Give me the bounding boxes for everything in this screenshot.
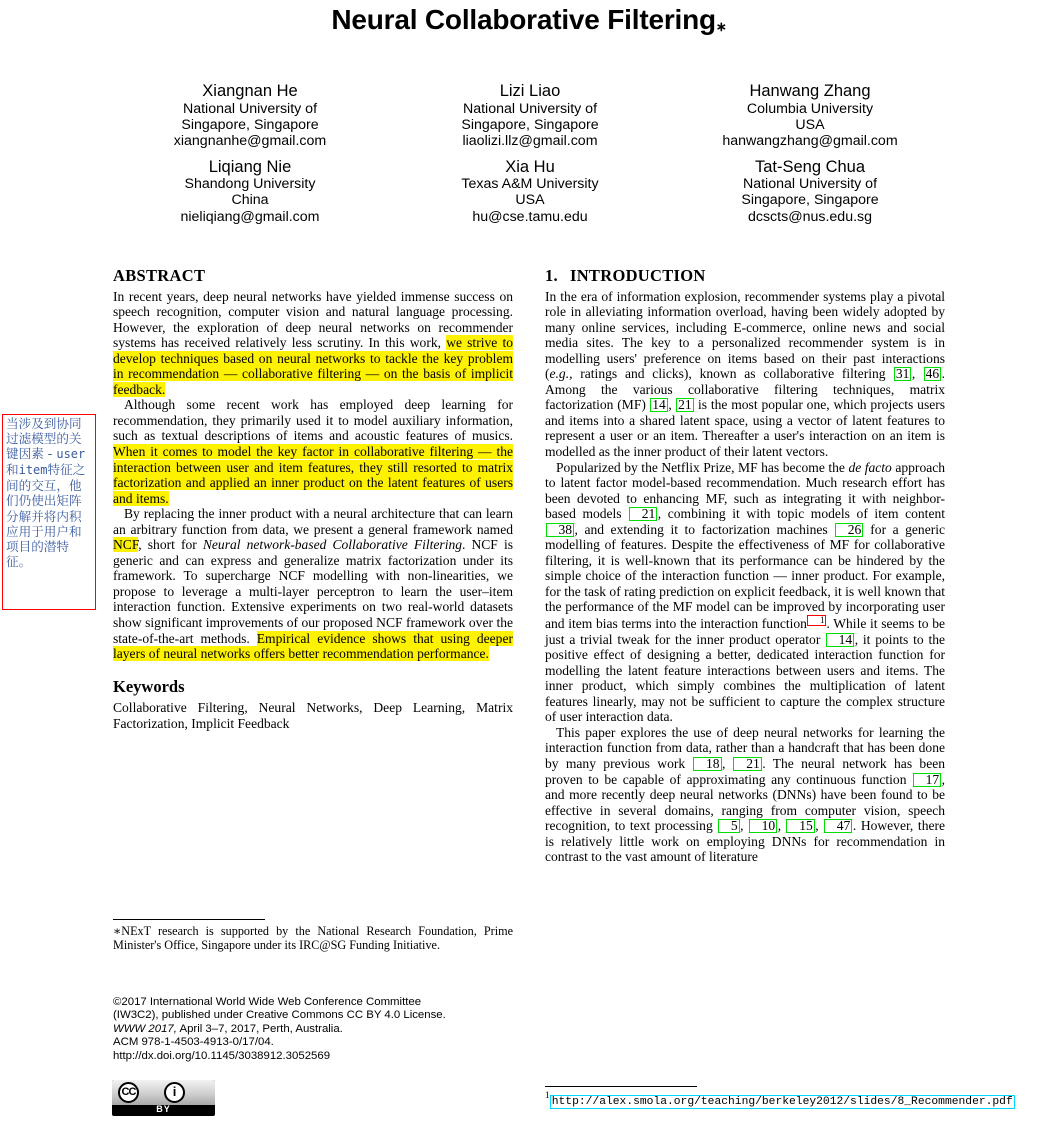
intro-p1-b: ratings and clicks), known as collaborative filtering: [572, 366, 894, 382]
intro-p3-a: This paper explores the use of deep neural networks for learning the interaction function from data, rather than a handcraft that has been done by many previous work: [545, 724, 945, 771]
section-title: INTRODUCTION: [569, 266, 706, 285]
author-email: xiangnanhe@gmail.com: [173, 132, 327, 149]
abstract-paragraph-1: [113, 289, 513, 398]
intro-p2-d: , and extending it to factorization machines: [574, 521, 835, 537]
copyright-doi: http://dx.doi.org/10.1145/3038912.3052569: [113, 1049, 331, 1062]
citation-ref[interactable]: 5: [718, 819, 740, 833]
abstract-p3-part-b: , short for: [138, 537, 203, 553]
author-affiliation-line-1: Columbia University: [746, 100, 874, 117]
intro-p2-a: Popularized by the Netflix Prize, MF has become the: [556, 459, 849, 475]
footnote-marker[interactable]: 1: [807, 615, 827, 626]
author-row: [110, 82, 950, 149]
citation-ref[interactable]: 47: [824, 819, 853, 833]
intro-p1-eg: e.g.,: [549, 366, 573, 382]
intro-p2-g: , it points to the positive effect of designing a better, dedicated interaction function for modelling the latent feature interactions between users and items. The inner product, which simply combines the multiplication of latent features linearly, may not be sufficient to capture the complex structure of user interaction data.: [545, 631, 945, 725]
author-affiliation-line-2: Singapore, Singapore: [741, 192, 879, 209]
author-affiliation-line-2: Singapore, Singapore: [181, 116, 319, 133]
thanks-text: NExT research is supported by the National Research Foundation, Prime Minister's Office, Singapore under its IRC@SG Funding Initiative.: [113, 924, 513, 952]
author-name: Xia Hu: [505, 157, 555, 176]
author-email: nieliqiang@gmail.com: [180, 208, 320, 225]
copyright-venue: WWW 2017,: [113, 1022, 177, 1035]
author-block-lizi-liao: [390, 82, 670, 149]
intro-p1-a: In the era of information explosion, recommender systems play a pivotal role in alleviating information overload, having been widely adopted by many online services, including E-commerce, online news and social media sites. The key to a personalized recommender system is in modelling users' preference on items based on their past interactions (: [545, 288, 945, 382]
copyright-block: [113, 996, 513, 1063]
footnote-url-link[interactable]: http://alex.smola.org/teaching/berkeley2012/slides/8_Recommender.pdf: [551, 1096, 1013, 1108]
abstract-p2-highlight: When it comes to model the key factor in collaborative filtering — the interaction between user and item features, they still resorted to matrix factorization and applied an inner product on the latent features of users and items.: [113, 444, 513, 506]
citation-ref[interactable]: 14: [652, 397, 666, 413]
author-name: Tat-Seng Chua: [754, 157, 866, 176]
author-affiliation-line-2: USA: [795, 116, 825, 133]
intro-paragraph-2: [545, 460, 945, 725]
page-title: [0, 4, 1058, 36]
author-affiliation-line-1: National University of: [742, 176, 878, 193]
author-name: Lizi Liao: [499, 82, 561, 100]
author-name: Xiangnan He: [202, 82, 298, 100]
annotation-text-part-3: 特征之间的交互，他们仍使出矩阵分解并将内积应用于用户和项目的潜特征。: [6, 462, 86, 569]
page-title-text: Neural Collaborative Filtering: [331, 4, 716, 35]
citation-ref[interactable]: 26: [835, 523, 864, 537]
intro-p2-de-facto: de facto: [848, 459, 892, 475]
intro-p3-b: . The neural network has been proven to be capable of approximating any continuous function: [545, 755, 945, 787]
intro-p2-c: , combining it with topic models of item content: [657, 506, 945, 522]
abstract-p3-part-a: By replacing the inner product with a neural architecture that can learn an arbitrary function from data, we present a general framework named: [113, 506, 513, 537]
abstract-heading: ABSTRACT: [113, 266, 206, 285]
citation-ref[interactable]: 10: [749, 819, 778, 833]
url-footnote: [545, 1086, 1013, 1109]
attribution-person-icon: i: [164, 1082, 185, 1103]
copyright-line-2: (IW3C2), published under Creative Commons CC BY 4.0 License.: [113, 1009, 446, 1022]
title-footnote-asterisk: ∗: [715, 19, 727, 34]
footnote-number: 1: [545, 1091, 550, 1101]
abstract-paragraph-3: [113, 506, 513, 661]
author-affiliation-line-1: National University of: [182, 100, 318, 117]
annotation-term-item: item: [18, 463, 48, 478]
thanks-footnote: [113, 919, 513, 952]
author-affiliation-line-2: USA: [515, 192, 545, 209]
abstract-p3-part-c: . NCF is generic and can express and generalize matrix factorization under its framework. To supercharge NCF modelling with non-linearities, we propose to leverage a multi-layer perceptron to learn the user–item interaction function. Extensive experiments on two real-world datasets show significant improvements of our proposed NCF framework over the state-of-the-art methods.: [113, 537, 513, 646]
intro-paragraph-3: This paper explores the use of deep neural networks for learning the interaction function from data, rather than a handcraft that has been done by many previous work 18 , 21 . The neural network has been proven to be capable of approximating any continuous function 17 , and more recently deep neural networks (DNNs) have been found to be effective in several domains, ranging from computer vision, speech recognition, to text processing 5 , 10 , 15 , 47 . However, there is relatively little work on employing DNNs for recommendation in contrast to the vast amount of literature: [545, 724, 946, 865]
citation-ref[interactable]: 14: [826, 633, 855, 647]
authors-block: [110, 82, 950, 225]
left-column: [113, 268, 513, 731]
author-affiliation-line-2: Singapore, Singapore: [461, 116, 599, 133]
author-row: [110, 158, 950, 225]
creative-commons-by-logo: [112, 1080, 215, 1116]
abstract-p1-highlight: we strive to develop techniques based on neural networks to tackle the key problem in recommendation — collaborative filtering — on the basis of implicit feedback.: [113, 335, 513, 397]
section-number: 1.: [545, 266, 558, 285]
intro-p1-d: is the most popular one, which projects users and items into a shared latent space, using a vector of latent features to represent a user or an item. Thereafter a user's interaction on an item is modelled as the inner product of their latent vectors.: [545, 397, 946, 460]
intro-p2-b: approach to latent factor model-based recommendation. Much research effort has been devoted to enhancing MF, such as integrating it with neighbor-based models: [545, 459, 946, 522]
author-email: liaolizi.llz@gmail.com: [462, 132, 598, 149]
keywords-heading: Keywords: [113, 676, 185, 696]
copyright-venue-rest: April 3–7, 2017, Perth, Australia.: [176, 1022, 343, 1035]
intro-p2-f: . While it seems to be just a trivial tweak for the inner product operator: [545, 616, 945, 647]
abstract-p3-highlight: Empirical evidence shows that using deeper layers of neural networks offers better recommendation performance.: [113, 630, 513, 662]
abstract-p3-italic-term: Neural network-based Collaborative Filtering: [202, 537, 462, 553]
author-email: hanwangzhang@gmail.com: [722, 132, 898, 149]
citation-ref[interactable]: 17: [913, 773, 942, 787]
annotation-term-user: user: [56, 447, 86, 462]
author-affiliation-line-1: Texas A&M University: [461, 176, 599, 193]
right-column: [545, 268, 945, 865]
citation-ref[interactable]: 21: [733, 757, 762, 771]
intro-p3-d: . However, there is relatively little work on employing DNNs for recommendation in contrast to the vast amount of literature: [545, 818, 946, 865]
abstract-p3-highlight-ncf: NCF: [113, 537, 139, 553]
citation-ref[interactable]: 15: [786, 819, 815, 833]
citation-ref[interactable]: 46: [925, 366, 940, 382]
cc-icon: CC: [118, 1082, 139, 1103]
author-email: dcscts@nus.edu.sg: [747, 208, 873, 225]
abstract-paragraph-2: [113, 397, 513, 506]
copyright-line-3: [113, 1023, 513, 1036]
footnote-rule: [545, 1086, 697, 1087]
citation-ref[interactable]: 18: [693, 757, 722, 771]
author-block-tat-seng-chua: [670, 158, 950, 225]
abstract-p2-plain: Although some recent work has employed deep learning for recommendation, they primarily used it to model auxiliary information, such as textual descriptions of items and acoustic features of musics.: [113, 397, 513, 444]
thanks-marker: ∗: [113, 924, 122, 938]
cc-by-label: BY: [156, 1104, 171, 1114]
chinese-annotation-box: [2, 414, 96, 610]
keywords-text: Collaborative Filtering, Neural Networks, Deep Learning, Matrix Factorization, Implicit Feedback: [113, 700, 513, 731]
author-block-hanwang-zhang: [670, 82, 950, 149]
intro-p1-c: . Among the various collaborative filtering techniques, matrix factorization (MF): [545, 366, 946, 413]
author-affiliation-line-1: National University of: [462, 100, 598, 117]
author-affiliation-line-1: Shandong University: [184, 176, 316, 193]
citation-ref[interactable]: 21: [629, 507, 658, 521]
copyright-isbn: ACM 978-1-4503-4913-0/17/04.: [113, 1036, 274, 1049]
author-block-xia-hu: [390, 158, 670, 225]
author-affiliation-line-2: China: [231, 192, 269, 209]
footnote-rule: [113, 919, 265, 920]
annotation-text-part-1: 当涉及到协同过滤模型的关键因素 -: [6, 416, 82, 462]
intro-p2-e: for a generic modelling of features. Despite the effectiveness of MF for collaborative filtering, it is well-known that its performance can be hindered by the simple choice of the interaction function — inner product. For example, for the task of rating prediction on explicit feedback, it is well known that the performance of the MF model can be improved by incorporating user and item bias terms into the interaction function: [545, 521, 945, 632]
author-block-xiangnan-he: [110, 82, 390, 149]
author-name: Liqiang Nie: [208, 157, 292, 176]
citation-ref[interactable]: 21: [678, 397, 692, 413]
abstract-p1-plain: In recent years, deep neural networks have yielded immense success on speech recognition, computer vision and natural language processing. However, the exploration of deep neural networks on recommender systems has received relatively less scrutiny. In this work,: [113, 288, 513, 351]
introduction-heading: [545, 268, 945, 284]
author-block-liqiang-nie: [110, 158, 390, 225]
annotation-text-part-2: 和: [6, 462, 19, 478]
citation-ref[interactable]: 31: [895, 366, 910, 382]
copyright-line-1: ©2017 International World Wide Web Conference Committee: [113, 996, 422, 1008]
intro-paragraph-1: In the era of information explosion, recommender systems play a pivotal role in alleviating information overload, having been widely adopted by many online services, including E-commerce, online news and social media sites. The key to a personalized recommender system is in modelling users' preference on items based on their past interactions (e.g., ratings and clicks), known as collaborative filtering 31 , 46 . Among the various collaborative filtering techniques, matrix factorization (MF) 14 , 21 is the most popular one, which projects users and items into a shared latent space, using a vector of latent features to represent a user or an item. Thereafter a user's interaction on an item is modelled as the inner product of their latent vectors.: [545, 288, 946, 460]
citation-ref[interactable]: 38: [546, 523, 575, 537]
author-name: Hanwang Zhang: [749, 82, 871, 100]
author-email: hu@cse.tamu.edu: [472, 208, 588, 225]
intro-p3-c: , and more recently deep neural networks (DNNs) have been found to be effective in several domains, ranging from computer vision, speech recognition, to text processing: [545, 771, 945, 834]
